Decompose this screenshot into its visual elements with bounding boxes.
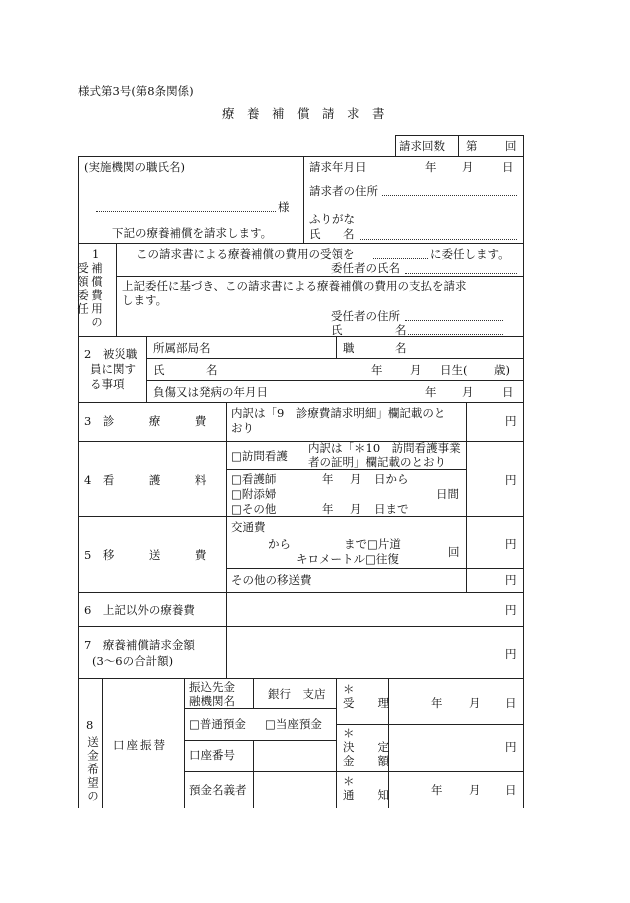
delegator-name-label: 委任者の氏名 [331,261,400,275]
recipient-name-line[interactable] [408,334,503,335]
from-year: 年 [322,472,334,486]
section6-yen: 円 [505,603,517,617]
other-nursing-checkbox[interactable]: □その他 [231,502,277,516]
position-shoku: 職 [343,341,355,355]
injury-month: 月 [462,385,474,399]
request-count-dai: 第 [466,139,478,153]
section3-yen: 円 [505,414,517,428]
section7-label-1: 7 療養補償請求金額 [84,638,195,652]
received-year: 年 [431,696,443,710]
section5-label: 5 移 送 費 [84,548,207,562]
section1-line2: 上記委任に基づき、この請求書による療養補償の費用の支払を請求 [122,279,467,293]
section3-label: 3 診 療 費 [84,414,207,428]
requester-name-shi: 氏 [309,227,321,241]
decided-yen: 円 [505,740,517,754]
account-number-field[interactable] [254,741,335,771]
requester-name-line[interactable] [360,239,517,240]
recipient-name-shi: 氏 [331,323,343,337]
employee-name-mei: 名 [206,363,218,377]
other-transport-label: その他の移送費 [231,573,312,587]
request-date-month: 月 [462,160,474,174]
account-holder-field[interactable] [254,772,335,807]
section7-label-2: (3〜6の合計額) [92,654,174,668]
from-month: 月 [350,472,362,486]
request-date-day: 日 [502,160,514,174]
section2-label-3: る事項 [90,377,125,391]
delegator-name-line[interactable] [405,273,517,274]
received-star: ＊ [343,682,355,696]
from-day: 日から [374,472,409,486]
requester-address-line[interactable] [382,195,517,196]
attendant-checkbox[interactable]: □附添婦 [231,487,277,501]
one-way-checkbox[interactable]: まで□片道 [344,537,401,551]
decided-label-2: 金 額 [343,754,389,768]
section8-number: 8 [86,718,94,732]
requester-name-mei: 名 [343,227,355,241]
visit-nursing-checkbox[interactable]: □訪問看護 [231,449,288,463]
recipient-address-line[interactable] [405,320,503,321]
section1-number: 1 [92,247,100,261]
bank-label-2: 融機関名 [189,694,235,708]
bank-branch-field[interactable]: 銀行 支店 [268,687,326,701]
visit-nursing-detail-1: 内訳は「＊10 訪問看護事業 [308,441,461,455]
request-date-year: 年 [425,160,437,174]
notice-year: 年 [431,783,443,797]
form-title: 療 養 補 償 請 求 書 [222,106,385,121]
position-mei: 名 [395,341,407,355]
age-label: 歳) [494,363,510,377]
section4-label: 4 看 護 料 [84,473,207,487]
request-count-label: 請求回数 [399,139,445,153]
sama-label: 様 [278,200,290,214]
birth-day: 日生( [440,363,468,377]
section7-yen: 円 [505,647,517,661]
bank-label-1: 振込先金 [189,680,235,694]
account-transfer-label: 口座振替 [113,738,167,752]
recipient-address-label: 受任者の住所 [331,309,400,323]
to-day: 日まで [374,502,409,516]
delegate-recipient-line[interactable] [373,258,428,259]
recipient-name-mei: 名 [395,323,407,337]
injury-date-label: 負傷又は発病の年月日 [153,385,268,399]
received-month: 月 [469,696,481,710]
section2-label-2: 員に関す [90,362,136,376]
injury-day: 日 [502,385,514,399]
section2-label-1: 2 被災職 [84,347,138,361]
department-label: 所属部局名 [153,341,211,355]
employee-name-shi: 氏 [153,363,165,377]
section1-line1: この請求書による療養補償の費用の受領を [136,247,355,261]
furigana-label: ふりがな [309,212,355,226]
section1-line3: します。 [122,293,168,307]
injury-year: 年 [425,385,437,399]
section3-detail-2: おり [231,421,254,435]
days-label: 日間 [436,487,459,501]
birth-month: 月 [410,363,422,377]
visit-nursing-detail-2: 者の証明」欄記載のとおり [308,455,446,469]
notice-month: 月 [469,783,481,797]
section4-yen: 円 [505,473,517,487]
section6-label: 6 上記以外の療養費 [84,603,195,617]
to-month: 月 [350,502,362,516]
round-trip-checkbox[interactable]: キロメートル□往復 [296,552,399,566]
decided-label-1: 決 定 [343,740,389,754]
notice-label: 通 知 [343,788,389,802]
decided-star: ＊ [343,726,355,740]
account-number-label: 口座番号 [189,748,235,762]
birth-year: 年 [371,363,383,377]
request-statement: 下記の療養補償を請求します。 [112,226,273,240]
section1-label: 補償費用の受領委任 [76,262,104,330]
received-day: 日 [505,696,517,710]
section5-yen-2: 円 [505,573,517,587]
nurse-checkbox[interactable]: □看護師 [231,472,277,486]
section1-line1-post: に委任します。 [430,247,510,261]
section8-label: 送金希望の [86,736,100,804]
transport-from: から [268,537,291,551]
current-deposit-checkbox[interactable]: □当座預金 [265,717,322,731]
notice-star: ＊ [343,774,355,788]
section5-yen-1: 円 [505,537,517,551]
agency-name-line[interactable] [96,211,276,212]
transport-label: 交通費 [231,520,266,534]
received-label: 受 理 [343,696,389,710]
agency-label: (実施機関の職氏名) [84,160,185,174]
requester-address-label: 請求者の住所 [309,184,378,198]
request-date-label: 請求年月日 [309,160,367,174]
account-holder-label: 預金名義者 [189,783,247,797]
request-count-kai: 回 [505,139,517,153]
form-number: 様式第3号(第8条関係) [78,84,194,98]
ordinary-deposit-checkbox[interactable]: □普通預金 [189,717,246,731]
notice-day: 日 [505,783,517,797]
section3-detail-1: 内訳は「9 診療費請求明細」欄記載のと [231,406,446,420]
to-year: 年 [322,502,334,516]
transport-count: 回 [448,545,460,559]
